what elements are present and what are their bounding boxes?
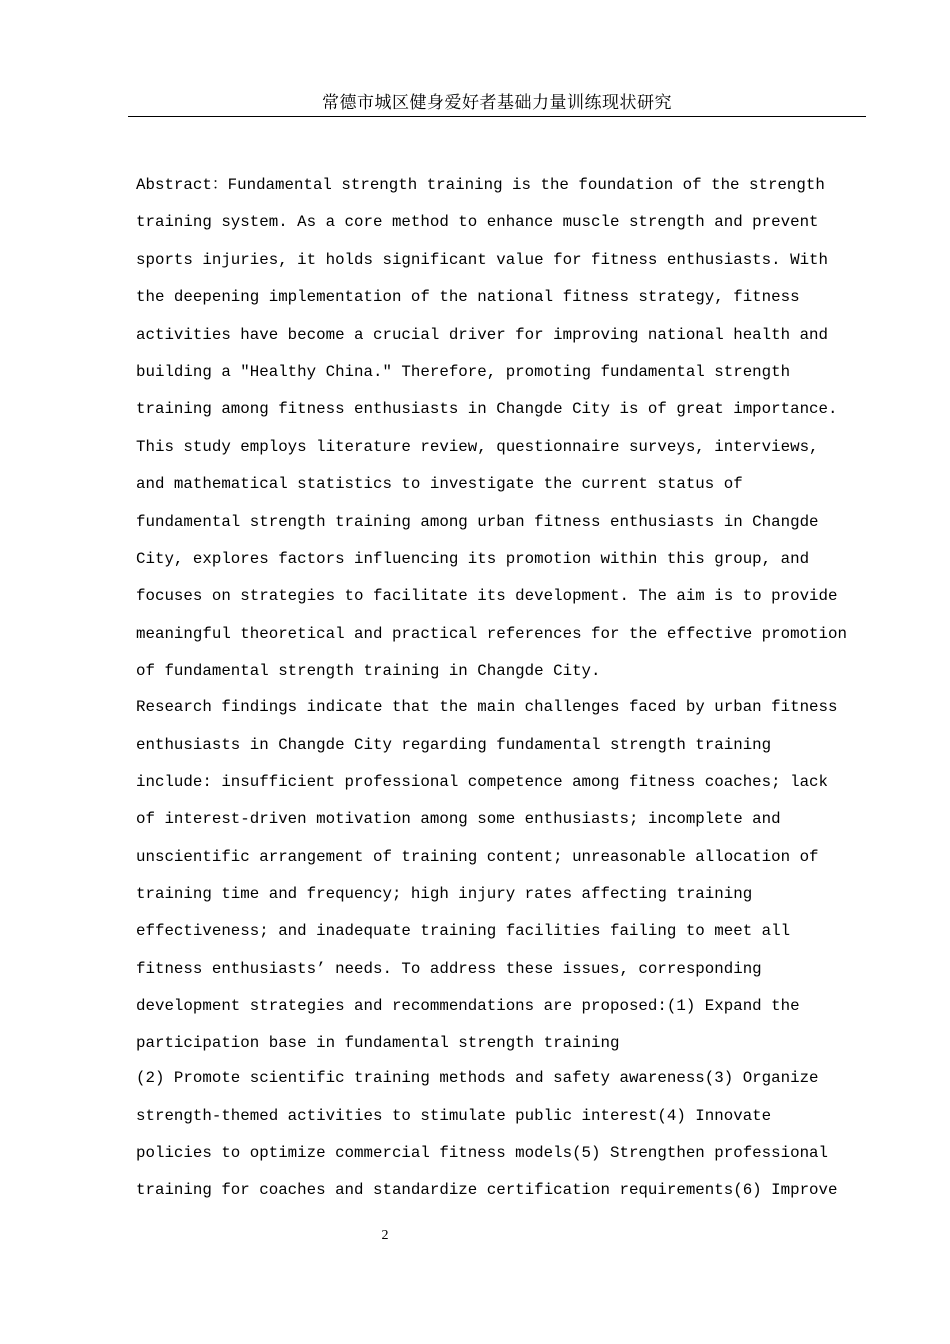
- abstract-paragraph: [136, 167, 876, 690]
- text-line: unscientific arrangement of training content; unreasonable allocation of: [136, 847, 819, 866]
- text-line: fundamental strength training among urban fitness enthusiasts in Changde: [136, 512, 819, 531]
- running-title: 常德市城区健身爱好者基础力量训练现状研究: [322, 93, 672, 113]
- text-line: sports injuries, it holds significant value for fitness enthusiasts. With: [136, 250, 829, 269]
- strategies-paragraph: [136, 1060, 876, 1209]
- text-line: fitness enthusiasts’ needs. To address these issues, corresponding: [136, 959, 762, 978]
- page-number: 2: [381, 1228, 389, 1243]
- text-line: and mathematical statistics to investigate the current status of: [136, 475, 743, 494]
- text-line: This study employs literature review, questionnaire surveys, interviews,: [136, 437, 819, 456]
- text-line: (2) Promote scientific training methods and safety awareness(3) Organize: [136, 1069, 819, 1088]
- text-line: focuses on strategies to facilitate its development. The aim is to provide: [136, 587, 838, 606]
- text-line: policies to optimize commercial fitness models(5) Strengthen professional: [136, 1144, 829, 1163]
- text-line: of interest-driven motivation among some enthusiasts; incomplete and: [136, 810, 781, 829]
- page-header: [128, 92, 866, 117]
- text-line: training time and frequency; high injury rates affecting training: [136, 884, 753, 903]
- text-line: training among fitness enthusiasts in Changde City is of great importance.: [136, 400, 838, 419]
- text-line: the deepening implementation of the national fitness strategy, fitness: [136, 288, 800, 307]
- text-line: participation base in fundamental strength training: [136, 1034, 620, 1053]
- text-line: effectiveness; and inadequate training facilities failing to meet all: [136, 922, 791, 941]
- text-line: Abstract：Fundamental strength training is the foundation of the strength: [136, 176, 825, 194]
- text-line: training system. As a core method to enhance muscle strength and prevent: [136, 213, 819, 232]
- text-line: strength-themed activities to stimulate public interest(4) Innovate: [136, 1106, 772, 1125]
- text-line: of fundamental strength training in Changde City.: [136, 662, 601, 681]
- text-line: Research findings indicate that the main challenges faced by urban fitness: [136, 698, 838, 717]
- text-line: meaningful theoretical and practical references for the effective promotion: [136, 624, 847, 643]
- text-line: development strategies and recommendations are proposed:(1) Expand the: [136, 996, 800, 1015]
- text-line: building a "Healthy China." Therefore, promoting fundamental strength: [136, 362, 791, 381]
- findings-paragraph: [136, 689, 876, 1062]
- text-line: activities have become a crucial driver for improving national health and: [136, 325, 829, 344]
- text-line: City, explores factors influencing its promotion within this group, and: [136, 549, 810, 568]
- abstract-body: [136, 167, 876, 1210]
- text-line: training for coaches and standardize certification requirements(6) Improve: [136, 1181, 838, 1200]
- text-line: include: insufficient professional competence among fitness coaches; lack: [136, 773, 829, 792]
- text-line: enthusiasts in Changde City regarding fundamental strength training: [136, 735, 772, 754]
